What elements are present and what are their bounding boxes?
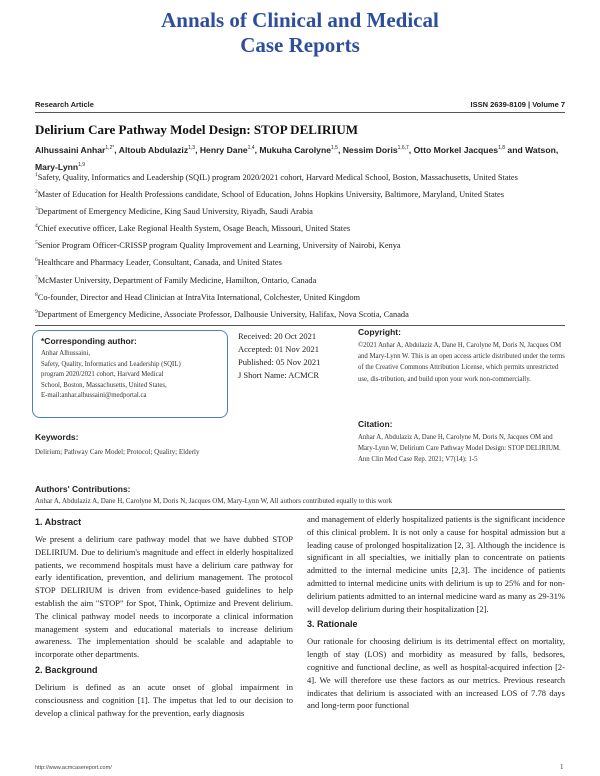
author: Watson, Mary-Lynn$^{1,9}$ xyxy=(35,144,559,172)
author: Alhussaini Anhar$^{1,2*}$ xyxy=(35,144,115,155)
copyright-heading: Copyright: xyxy=(358,327,401,337)
keywords-heading: Keywords: xyxy=(35,432,79,442)
corresponding-line: Safety, Quality, Informatics and Leadership (SQIL) xyxy=(41,360,181,368)
corresponding-heading: *Corresponding author: xyxy=(41,336,137,346)
page-number: 1 xyxy=(560,763,564,771)
corresponding-line: School, Boston, Massachusetts, United States, xyxy=(41,381,167,389)
affiliation: $^1$Safety, Quality, Informatics and Leadership (SQIL) program 2020/2021 cohort, Harvard Medical School, Boston, Massachusetts, United States xyxy=(35,172,518,182)
author: Henry Dane$^{1,4}$ xyxy=(199,144,255,155)
citation-block xyxy=(358,419,568,466)
contributions-text: Anhar A, Abdulaziz A, Dane H, Carolyne M, Doris N, Jacques OM, Mary-Lynn W, All authors contributed equally to this work xyxy=(35,497,393,505)
article-meta xyxy=(35,100,565,109)
affiliations-rule xyxy=(35,325,565,326)
affiliation: $^2$Master of Education for Health Professions candidate, School of Education, Johns Hopkins University, Baltimore, Maryland, United States xyxy=(35,189,505,199)
affiliation: $^4$Chief executive officer, Lake Regional Health System, Osage Beach, Missouri, United States xyxy=(35,223,351,234)
citation-heading: Citation: xyxy=(358,419,393,429)
rationale-heading: 3. Rationale xyxy=(307,619,358,630)
corresponding-line: program 2020/2021 cohort, Harvard Medical xyxy=(41,371,164,378)
author: Altoub Abdulaziz$^{1,3}$ xyxy=(118,144,196,155)
author: Otto Morkel Jacques$^{1,8}$ xyxy=(413,144,506,155)
left-column xyxy=(35,513,293,721)
affiliation: $^8$Co-founder, Director and Head Clinician at IntraVita International, Colchester, United Kingdom xyxy=(35,291,361,302)
affiliations xyxy=(35,168,565,322)
background-text: Delirium is defined as an acute onset of global impairment in consciousness and cognition [1]. The impetus that led to our decision to develop a clinical pathway for the prevention, early diagnosis xyxy=(35,681,293,718)
body-rule xyxy=(35,509,565,510)
journal-title-line1: Annals of Clinical and Medical xyxy=(161,8,439,32)
copyright-block xyxy=(358,327,568,385)
background-continuation: and management of elderly hospitalized patients is the significant incidence of this clinical problem. It is not only a cause for hospital admission but a leading cause of prolonged hospitalization [2, 3]. Although the incidence is significant in all specialties, we initially plan to concentrate on patients admitted to the internal medicine units [2,3]. The incidence of patients admitted to internal medicine units with delirium is up to 25% and for non-delirium patients admitted to an internal medicine ward as many as 29-31% will develop delirium during their hospitalization [2]. xyxy=(307,514,565,614)
accepted-date: Accepted: 01 Nov 2021 xyxy=(238,344,319,354)
affiliation: $^3$Department of Emergency Medicine, King Saud University, Riyadh, Saudi Arabia xyxy=(35,206,313,216)
affiliation: $^6$Healthcare and Pharmacy Leader, Consultant, Canada, and United States xyxy=(35,257,282,268)
keywords-text: Delirium; Pathway Care Model; Protocol; Quality; Elderly xyxy=(35,448,200,456)
issn-volume: ISSN 2639-8109 | Volume 7 xyxy=(470,100,565,109)
received-date: Received: 20 Oct 2021 xyxy=(238,331,317,341)
article-type: Research Article xyxy=(35,100,94,109)
background-heading: 2. Background xyxy=(35,664,98,675)
corresponding-email[interactable]: E-mail:anhar.alhussaini@medportal.ca xyxy=(41,392,147,399)
author-list: Alhussaini Anhar$^{1,2*}$, Altoub Abdulaziz$^{1,3}$, Henry Dane$^{1,4}$, Mukuha Carolyne$^{1,5}$, Nessim Doris$^{1,6,7}$, Otto Morkel Jacques$^{1,8}$ and Watson, Mary-Lynn$^{1,9}$ xyxy=(35,144,559,172)
article-title: Delirium Care Pathway Model Design: STOP DELIRIUM xyxy=(35,122,359,137)
author: Nessim Doris$^{1,6,7}$ xyxy=(342,144,409,155)
contributions-block xyxy=(35,484,565,505)
keywords-block xyxy=(35,432,235,458)
published-date: Published: 05 Nov 2021 xyxy=(238,357,321,367)
citation-text: Anhar A, Abdulaziz A, Dane H, Carolyne M, Doris N, Jacques OM and Mary-Lynn W, Delirium Care Pathway Model Design: STOP DELIRIUM. Ann Clin Med Case Rep. 2021; V7(14): 1-5 xyxy=(358,434,561,464)
author: Mukuha Carolyne$^{1,5}$ xyxy=(259,144,338,155)
journal-short-name: J Short Name: ACMCR xyxy=(238,370,319,380)
corresponding-author-box xyxy=(32,330,228,418)
article-dates xyxy=(238,330,348,382)
journal-title-line2: Case Reports xyxy=(240,33,360,57)
rationale-text: Our rationale for choosing delirium is its detrimental effect on mortality, length of stay (LOS) and morbidity as measured by falls, bedsores, cognitive and functional decline, as well as hospital-acquired infection [2-4]. We will therefore use these factors as our metrics. Previous research indicates that delirium is associated with an increased LOS of 7.78 days and long-term poor functional xyxy=(307,636,565,711)
copyright-text: ©2021 Anhar A, Abdulaziz A, Dane H, Carolyne M, Doris N, Jacques OM and Mary-Lynn W. This is an open access article distributed under the terms of the Creative Commons Attribution License, which permits unrestricted use, dis-tribution, and build upon your work non-commercially. xyxy=(358,342,565,383)
affiliation: $^7$McMaster University, Department of Family Medicine, Hamilton, Ontario, Canada xyxy=(35,274,317,285)
affiliation: $^5$Senior Program Officer-CRISSP program Quality Improvement and Learning, University of Nairobi, Kenya xyxy=(35,240,401,251)
right-column xyxy=(307,513,565,714)
corresponding-line: Anhar Alhussaini, xyxy=(41,350,91,357)
footer-url[interactable]: http://www.acmcasereport.com/ xyxy=(35,765,112,771)
abstract-heading: 1. Abstract xyxy=(35,517,82,527)
contributions-heading: Authors' Contributions: xyxy=(35,484,131,494)
header-rule xyxy=(35,112,565,113)
affiliation: $^9$Department of Emergency Medicine, Associate Professor, Dalhousie University, Halifax, Nova Scotia, Canada xyxy=(35,308,409,319)
abstract-text: We present a delirium care pathway model that we have dubbed STOP DELIRIUM. Due to delirium's magnitude and effect in elderly hospitalized patients, we recommend hospitals must have a delirium care pathway for early identification, prevention, and delirium management. The protocol STOP DELIRIUM is driven from evidence-based guidelines to help establish the aim "STOP" for Spot, Think, Optimize and Prevent delirium. The clinical pathway model needs to incorporate a clinical information management system and educational materials to increase delirium awareness. The implementation should be scalable and adaptable to incorporate other departments. xyxy=(35,534,293,660)
journal-title xyxy=(0,8,600,58)
